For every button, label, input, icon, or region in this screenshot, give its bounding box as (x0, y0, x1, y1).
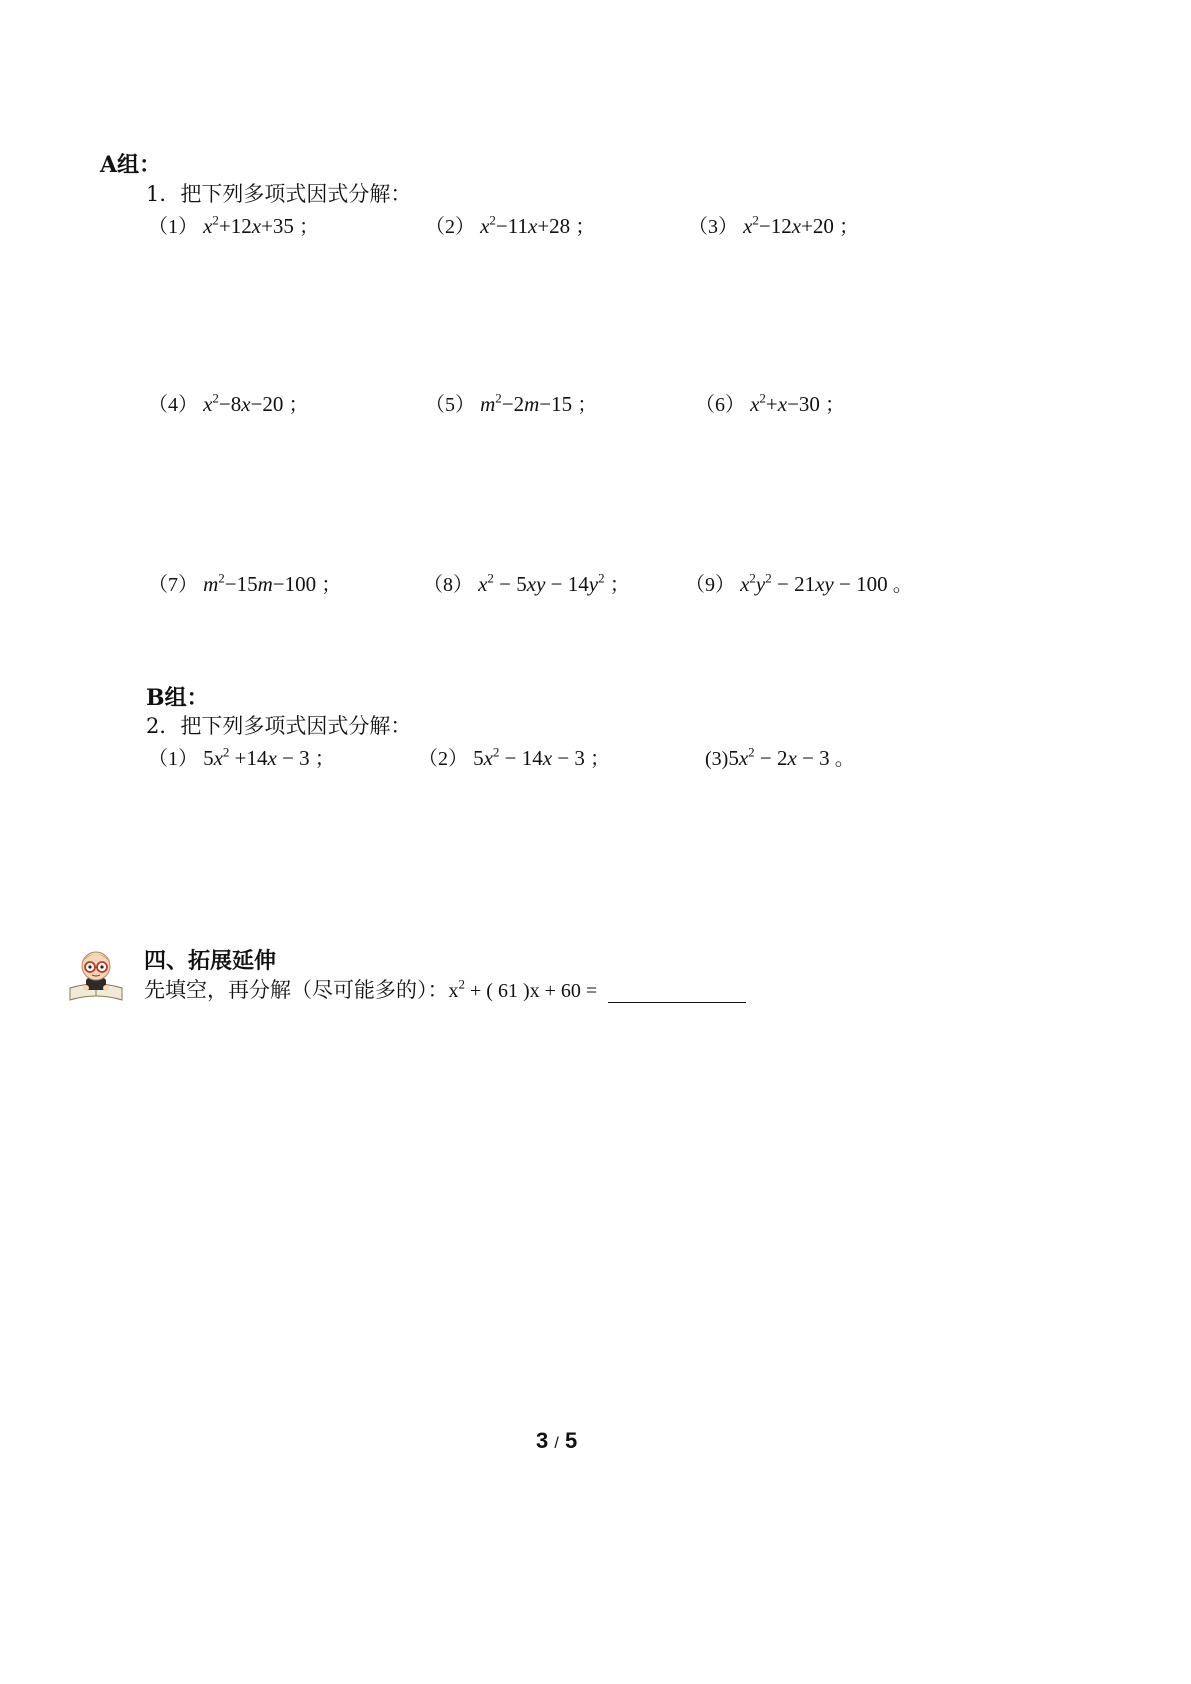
punctuation: ； (575, 214, 596, 238)
math-expression: $5x^2 - 14x - 3$ (473, 744, 585, 770)
math-expression: $m^2-15m-100$ (203, 570, 317, 596)
problem-label: (3) (705, 748, 729, 770)
problem-a3 (688, 210, 859, 239)
total-pages: 5 (564, 1428, 578, 1453)
problem-label: （5） (425, 394, 475, 416)
section-a-heading: A组： (100, 152, 162, 178)
problem-label: （7） (148, 574, 198, 596)
punctuation: ； (609, 572, 630, 596)
punctuation: 。 (834, 746, 855, 770)
extension-heading: 四、拓展延伸 (144, 948, 277, 974)
problem-label: （2） (425, 216, 475, 238)
math-expression: $x^2-8x-20$ (203, 390, 284, 416)
punctuation: ； (825, 392, 846, 416)
question-2-text: 2．把下列多项式因式分解： (146, 714, 412, 738)
problem-a5 (425, 388, 597, 417)
problem-a2 (425, 210, 595, 239)
math-expression: $x^2-11x+28$ (480, 212, 571, 238)
teacher-reading-icon (66, 942, 126, 1004)
problem-a4 (148, 388, 309, 417)
problem-b2 (418, 742, 610, 771)
math-expression: $5x^2 +14x - 3$ (203, 744, 310, 770)
problem-label: （9） (685, 574, 735, 596)
problem-b3 (705, 742, 855, 771)
punctuation: 。 (892, 572, 913, 596)
punctuation: ； (288, 392, 309, 416)
problem-a9 (685, 568, 913, 597)
problem-a6 (695, 388, 845, 417)
punctuation: ； (839, 214, 860, 238)
problem-label: （4） (148, 394, 198, 416)
punctuation: ； (577, 392, 598, 416)
punctuation: ； (321, 572, 342, 596)
section-b-heading: B组： (146, 685, 209, 711)
math-expression: $x^2+12x+35$ (203, 212, 294, 238)
problem-a7 (148, 568, 341, 597)
extension-prompt: 先填空，再分解（尽可能多的）： (144, 978, 449, 1002)
problem-label: （6） (695, 394, 745, 416)
math-expression: $x^2y^2 - 21xy - 100$ (740, 570, 888, 596)
problem-a1 (148, 210, 319, 239)
math-expression: $x^2 - 5xy - 14y^2$ (478, 570, 605, 596)
math-expression: $m^2-2m-15$ (480, 390, 573, 416)
problem-label: （1） (148, 748, 198, 770)
punctuation: ； (590, 746, 611, 770)
math-expression: $5x^2 - 2x - 3$ (728, 744, 830, 770)
problem-a8 (423, 568, 630, 597)
punctuation: ； (314, 746, 335, 770)
page-separator: / (554, 1435, 559, 1452)
extension-equation: $x^2$ + ( 61 )x + 60 = (448, 976, 598, 1002)
punctuation: ； (299, 214, 320, 238)
current-page: 3 (536, 1428, 549, 1453)
equation-tail: x + 60 = (529, 980, 598, 1002)
answer-blank[interactable] (608, 978, 746, 1003)
problem-label: （8） (423, 574, 473, 596)
math-expression: $x^2-12x+20$ (743, 212, 834, 238)
page-number (536, 1428, 577, 1454)
question-1-text: 1．把下列多项式因式分解： (146, 182, 412, 206)
problem-label: （3） (688, 216, 738, 238)
problem-b1 (148, 742, 335, 771)
extension-question (144, 974, 746, 1004)
problem-label: （1） (148, 216, 198, 238)
math-expression: $x^2+x-30$ (750, 390, 820, 416)
problem-label: （2） (418, 748, 468, 770)
